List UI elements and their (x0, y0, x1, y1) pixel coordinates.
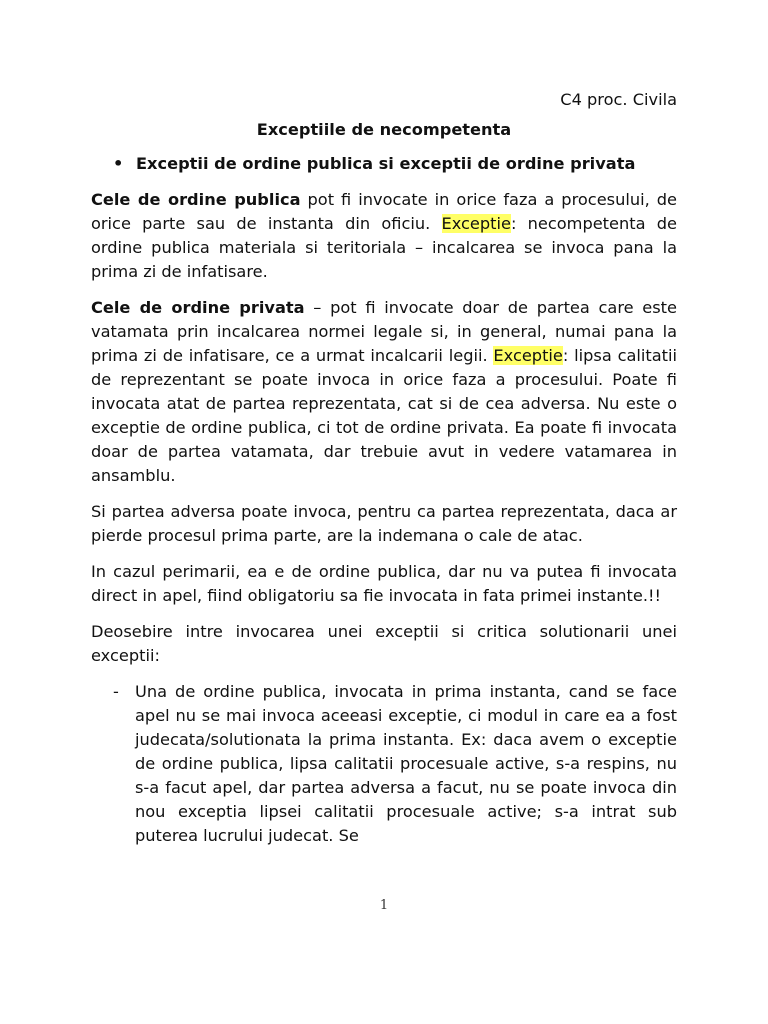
paragraph-ordine-publica (91, 188, 677, 284)
page-number: 1 (379, 898, 389, 913)
paragraph-text: : lipsa calitatii de reprezentant se poate invoca in orice faza a procesului. Poate fi invocata atat de partea reprezentata, cat si de cea adversa. Nu este o exceptie de ordine publica, ci tot de ordine privata. Ea poate fi invocata doar de partea vatamata, dar trebuie avut in vedere vatamarea in ansamblu. (91, 346, 677, 485)
document-title: Exceptiile de necompetenta (256, 120, 512, 139)
page-content (91, 88, 677, 848)
paragraph-perimare: In cazul perimarii, ea e de ordine publica, dar nu va putea fi invocata direct in apel, fiind obligatoriu sa fie invocata in fata primei instante.!! (91, 562, 677, 605)
bullet-item: • Exceptii de ordine publica si exceptii de ordine privata (91, 152, 677, 176)
course-header: C4 proc. Civila (560, 90, 677, 109)
paragraph-text: – pot fi invocate doar de partea care este vatamata prin incalcarea normei legale si, in general, numai pana la prima zi de infatisare, ce a urmat incalcarii legii. (91, 298, 677, 365)
paragraph-deosebire: Deosebire intre invocarea unei exceptii si critica solutionarii unei exceptii: (91, 622, 677, 665)
dash-list-item: - Una de ordine publica, invocata in prima instanta, cand se face apel nu se mai invoca aceeasi exceptie, ci modul in care ea a fost judecata/solutionata la prima instanta. Ex: daca avem o exceptie de ordine publica, lipsa calitatii procesuale active, s-a respins, nu s-a facut apel, dar partea adversa a facut, nu se poate invoca din nou exceptia lipsei calitatii procesuale active; s-a intrat sub puterea lucrului judecat. Se (91, 680, 677, 848)
paragraph-lead: Cele de ordine publica (91, 190, 301, 209)
dash-list (91, 680, 677, 848)
paragraph-lead: Cele de ordine privata (91, 298, 305, 317)
paragraph-text: pot fi invocate in orice faza a procesului, de orice parte sau de instanta din oficiu. (91, 190, 677, 233)
paragraph-ordine-privata (91, 296, 677, 488)
bullet-list (91, 152, 677, 176)
paragraph-text: : necompetenta de ordine publica materiala si teritoriala – incalcarea se invoca pana la prima zi de infatisare. (91, 214, 677, 281)
paragraph-partea-adversa: Si partea adversa poate invoca, pentru ca partea reprezentata, daca ar pierde procesul prima parte, are la indemana o cale de atac. (91, 502, 677, 545)
highlighted-term: Exceptie (493, 346, 563, 365)
highlighted-term: Exceptie (441, 214, 511, 233)
